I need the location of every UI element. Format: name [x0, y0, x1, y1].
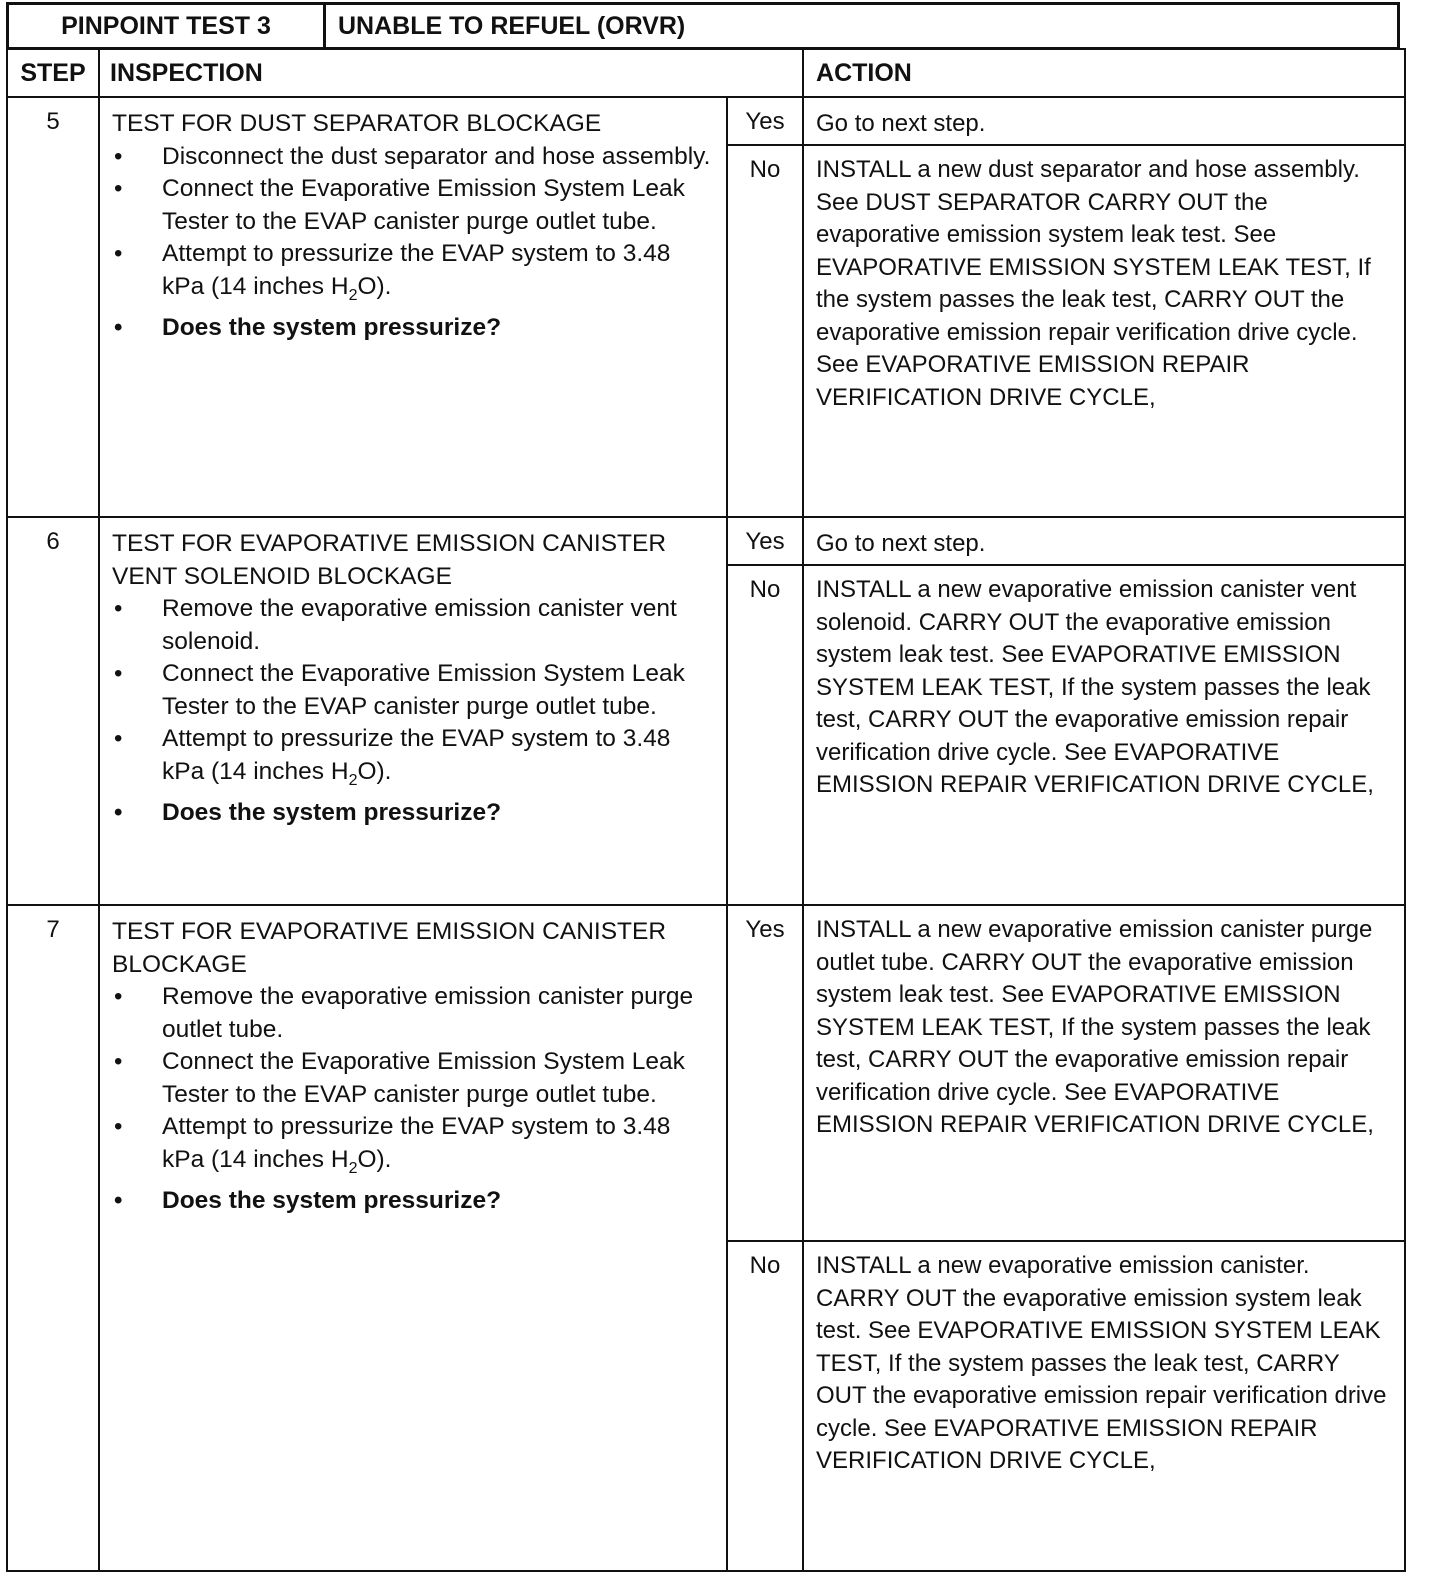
test-label: PINPOINT TEST 3	[9, 5, 326, 47]
list-item: • Attempt to pressurize the EVAP system to 3.48 kPa (14 inches $H_2O$).	[112, 723, 716, 797]
list-item: • Does the system pressurize?	[112, 797, 716, 830]
column-step: STEP	[7, 49, 99, 97]
inspection-title: TEST FOR DUST SEPARATOR BLOCKAGE	[112, 110, 602, 137]
inspection-cell	[99, 905, 727, 1571]
table-row	[7, 97, 1405, 145]
inspection-title: TEST FOR EVAPORATIVE EMISSION CANISTER BLOCKAGE	[112, 918, 667, 978]
inspection-table	[6, 48, 1406, 1572]
no-action: INSTALL a new dust separator and hose assembly. See DUST SEPARATOR CARRY OUT the evaporative emission system leak test. See EVAPORATIVE EMISSION SYSTEM LEAK TEST, If the system passes the leak test, CARRY OUT the evaporative emission repair verification drive cycle. See EVAPORATIVE EMISSION REPAIR VERIFICATION DRIVE CYCLE,	[803, 145, 1405, 517]
step-number: 6	[7, 517, 99, 905]
list-item: • Does the system pressurize?	[112, 312, 716, 345]
inspection-title: TEST FOR EVAPORATIVE EMISSION CANISTER VENT SOLENOID BLOCKAGE	[112, 530, 667, 590]
column-action: ACTION	[803, 49, 1405, 97]
yes-action: INSTALL a new evaporative emission canister purge outlet tube. CARRY OUT the evaporative emission system leak test. See EVAPORATIVE EMISSION SYSTEM LEAK TEST, If the system passes the leak test, CARRY OUT the evaporative emission repair verification drive cycle. See EVAPORATIVE EMISSION REPAIR VERIFICATION DRIVE CYCLE,	[803, 905, 1405, 1241]
inspection-bullets	[112, 593, 716, 829]
list-item: • Connect the Evaporative Emission System Leak Tester to the EVAP canister purge outlet tube.	[112, 173, 716, 238]
list-item: • Attempt to pressurize the EVAP system to 3.48 kPa (14 inches $H_2O$).	[112, 238, 716, 312]
list-item: • Connect the Evaporative Emission System Leak Tester to the EVAP canister purge outlet tube.	[112, 658, 716, 723]
yes-action: Go to next step.	[803, 97, 1405, 145]
test-header	[6, 2, 1400, 50]
inspection-cell	[99, 517, 727, 905]
yes-label: Yes	[727, 517, 803, 565]
step-number: 7	[7, 905, 99, 1571]
test-title: UNABLE TO REFUEL (ORVR)	[338, 11, 686, 40]
no-action: INSTALL a new evaporative emission canister. CARRY OUT the evaporative emission system leak test. See EVAPORATIVE EMISSION SYSTEM LEAK TEST, If the system passes the leak test, CARRY OUT the evaporative emission repair verification drive cycle. See EVAPORATIVE EMISSION REPAIR VERIFICATION DRIVE CYCLE,	[803, 1241, 1405, 1571]
no-action: INSTALL a new evaporative emission canister vent solenoid. CARRY OUT the evaporative emission system leak test. See EVAPORATIVE EMISSION SYSTEM LEAK TEST, If the system passes the leak test, CARRY OUT the evaporative emission repair verification drive cycle. See EVAPORATIVE EMISSION REPAIR VERIFICATION DRIVE CYCLE,	[803, 565, 1405, 905]
table-row	[7, 905, 1405, 1241]
yes-label: Yes	[727, 97, 803, 145]
inspection-bullets	[112, 141, 716, 345]
no-label: No	[727, 1241, 803, 1571]
no-label: No	[727, 145, 803, 517]
yes-action: Go to next step.	[803, 517, 1405, 565]
list-item: • Attempt to pressurize the EVAP system to 3.48 kPa (14 inches $H_2O$).	[112, 1111, 716, 1185]
list-item: • Does the system pressurize?	[112, 1185, 716, 1218]
inspection-cell	[99, 97, 727, 517]
column-inspection: INSPECTION	[99, 49, 803, 97]
list-item: • Remove the evaporative emission canister purge outlet tube.	[112, 981, 716, 1046]
yes-label: Yes	[727, 905, 803, 1241]
pinpoint-test-sheet	[6, 2, 1404, 1580]
list-item: • Disconnect the dust separator and hose assembly.	[112, 141, 716, 174]
no-label: No	[727, 565, 803, 905]
inspection-bullets	[112, 981, 716, 1217]
list-item: • Remove the evaporative emission canister vent solenoid.	[112, 593, 716, 658]
step-number: 5	[7, 97, 99, 517]
column-header-row	[7, 49, 1405, 97]
list-item: • Connect the Evaporative Emission System Leak Tester to the EVAP canister purge outlet tube.	[112, 1046, 716, 1111]
table-row	[7, 517, 1405, 565]
